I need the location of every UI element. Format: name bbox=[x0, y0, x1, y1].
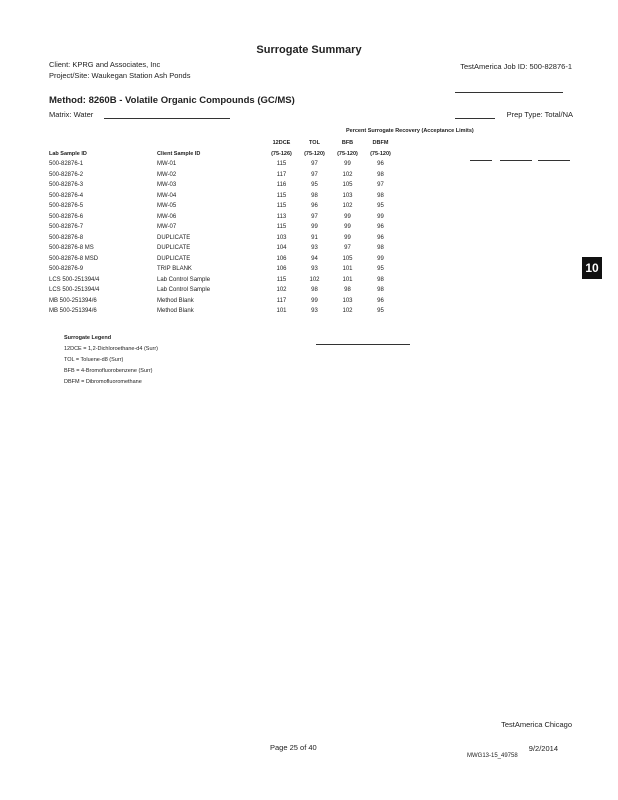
header-row-codes bbox=[49, 138, 397, 149]
table-row bbox=[49, 233, 397, 244]
rule-line bbox=[500, 160, 532, 161]
col-code: 12DCE bbox=[272, 140, 291, 147]
recovery-value: 99 bbox=[377, 255, 384, 262]
client-sample-id: TRIP BLANK bbox=[157, 266, 192, 273]
recovery-value: 115 bbox=[276, 192, 287, 199]
recovery-value: 101 bbox=[276, 308, 287, 315]
lab-sample-id: 500-82876-6 bbox=[49, 213, 84, 220]
recovery-value: 102 bbox=[342, 203, 353, 210]
client-sample-id: MW-05 bbox=[157, 203, 177, 210]
col-limits: (75-120) bbox=[370, 150, 391, 157]
lab-sample-id: 500-82876-9 bbox=[49, 266, 84, 273]
job-id: TestAmerica Job ID: 500-82876-1 bbox=[460, 62, 572, 71]
matrix-label: Matrix: Water bbox=[49, 110, 94, 119]
table-row bbox=[49, 264, 397, 275]
table-row bbox=[49, 296, 397, 307]
recovery-value: 93 bbox=[311, 245, 318, 252]
recovery-value: 99 bbox=[344, 224, 351, 231]
recovery-value: 97 bbox=[311, 171, 318, 178]
project-line: Project/Site: Waukegan Station Ash Ponds bbox=[49, 71, 191, 80]
recovery-value: 115 bbox=[276, 276, 287, 283]
recovery-value: 97 bbox=[377, 182, 384, 189]
lab-sample-id: 500-82876-8 bbox=[49, 234, 84, 241]
lab-sample-id: 500-82876-5 bbox=[49, 203, 84, 210]
recovery-value: 97 bbox=[311, 213, 318, 220]
recovery-value: 96 bbox=[311, 203, 318, 210]
recovery-value: 102 bbox=[342, 308, 353, 315]
recovery-value: 91 bbox=[311, 234, 318, 241]
client-sample-id: MW-01 bbox=[157, 161, 177, 168]
table-row bbox=[49, 212, 397, 223]
recovery-value: 93 bbox=[311, 308, 318, 315]
recovery-value: 115 bbox=[276, 224, 287, 231]
col-limits: (75-126) bbox=[271, 150, 292, 157]
recovery-value: 98 bbox=[344, 287, 351, 294]
recovery-value: 96 bbox=[377, 297, 384, 304]
client-sample-id: MW-06 bbox=[157, 213, 177, 220]
recovery-value: 99 bbox=[311, 297, 318, 304]
recovery-value: 117 bbox=[276, 297, 287, 304]
method-title: Method: 8260B - Volatile Organic Compounds (GC/MS) bbox=[49, 95, 295, 106]
table-row bbox=[49, 306, 397, 317]
rule-line bbox=[316, 344, 410, 345]
recovery-value: 102 bbox=[342, 171, 353, 178]
lab-sample-id: 500-82876-7 bbox=[49, 224, 84, 231]
table-row bbox=[49, 254, 397, 265]
lab-sample-header: Lab Sample ID bbox=[49, 150, 87, 157]
recovery-value: 116 bbox=[276, 182, 287, 189]
recovery-value: 95 bbox=[377, 203, 384, 210]
recovery-group-header: Percent Surrogate Recovery (Acceptance Limits) bbox=[346, 128, 474, 134]
recovery-value: 101 bbox=[342, 276, 353, 283]
client-sample-id: DUPLICATE bbox=[157, 234, 191, 241]
col-code: BFB bbox=[341, 140, 354, 147]
legend-title: Surrogate Legend bbox=[64, 335, 112, 341]
recovery-value: 93 bbox=[311, 266, 318, 273]
recovery-value: 96 bbox=[377, 224, 384, 231]
recovery-value: 113 bbox=[276, 213, 287, 220]
recovery-value: 104 bbox=[276, 245, 287, 252]
recovery-value: 95 bbox=[377, 266, 384, 273]
table-row bbox=[49, 180, 397, 191]
recovery-value: 102 bbox=[276, 287, 287, 294]
prep-type: Prep Type: Total/NA bbox=[506, 110, 573, 119]
recovery-value: 99 bbox=[344, 161, 351, 168]
recovery-value: 96 bbox=[377, 234, 384, 241]
recovery-value: 96 bbox=[377, 161, 384, 168]
recovery-value: 106 bbox=[276, 255, 287, 262]
client-line: Client: KPRG and Associates, Inc bbox=[49, 60, 161, 69]
recovery-value: 99 bbox=[344, 234, 351, 241]
recovery-value: 95 bbox=[377, 308, 384, 315]
recovery-value: 102 bbox=[309, 276, 320, 283]
recovery-value: 98 bbox=[377, 245, 384, 252]
recovery-value: 98 bbox=[377, 276, 384, 283]
recovery-value: 103 bbox=[342, 297, 353, 304]
lab-sample-id: 500-82876-3 bbox=[49, 182, 84, 189]
recovery-value: 117 bbox=[276, 171, 287, 178]
table-row bbox=[49, 170, 397, 181]
table-row bbox=[49, 285, 397, 296]
table-row bbox=[49, 159, 397, 170]
lab-sample-id: 500-82876-8 MS bbox=[49, 245, 94, 252]
table-row bbox=[49, 275, 397, 286]
footer-date: 9/2/2014 bbox=[528, 744, 558, 753]
recovery-value: 99 bbox=[344, 213, 351, 220]
client-sample-id: Lab Control Sample bbox=[157, 276, 211, 283]
col-limits: (75-120) bbox=[304, 150, 325, 157]
rule-line bbox=[538, 160, 570, 161]
lab-sample-id: MB 500-251394/6 bbox=[49, 297, 97, 304]
legend-item: TOL = Toluene-d8 (Surr) bbox=[64, 357, 124, 363]
recovery-value: 94 bbox=[311, 255, 318, 262]
table-row bbox=[49, 201, 397, 212]
recovery-value: 98 bbox=[377, 287, 384, 294]
rule-line bbox=[455, 92, 563, 93]
recovery-value: 95 bbox=[311, 182, 318, 189]
recovery-value: 105 bbox=[342, 182, 353, 189]
recovery-value: 98 bbox=[377, 171, 384, 178]
client-sample-id: MW-02 bbox=[157, 171, 177, 178]
client-sample-header: Client Sample ID bbox=[157, 150, 201, 157]
lab-sample-id: LCS 500-251394/4 bbox=[49, 276, 100, 283]
client-sample-id: DUPLICATE bbox=[157, 255, 191, 262]
matrix-rule bbox=[104, 118, 230, 119]
lab-sample-id: 500-82876-4 bbox=[49, 192, 84, 199]
recovery-value: 97 bbox=[344, 245, 351, 252]
client-sample-id: Method Blank bbox=[157, 297, 194, 304]
lab-sample-id: 500-82876-2 bbox=[49, 171, 84, 178]
client-sample-id: MW-04 bbox=[157, 192, 177, 199]
recovery-value: 98 bbox=[377, 192, 384, 199]
recovery-value: 99 bbox=[377, 213, 384, 220]
lab-sample-id: LCS 500-251394/4 bbox=[49, 287, 100, 294]
prep-rule bbox=[455, 118, 495, 119]
col-limits: (75-120) bbox=[337, 150, 358, 157]
page-title: Surrogate Summary bbox=[256, 44, 362, 56]
table-row bbox=[49, 222, 397, 233]
recovery-value: 103 bbox=[276, 234, 287, 241]
client-sample-id: DUPLICATE bbox=[157, 245, 191, 252]
recovery-value: 99 bbox=[311, 224, 318, 231]
recovery-value: 98 bbox=[311, 192, 318, 199]
legend-item: BFB = 4-Bromofluorobenzene (Surr) bbox=[64, 368, 153, 374]
rule-line bbox=[470, 160, 492, 161]
recovery-value: 106 bbox=[276, 266, 287, 273]
table-row bbox=[49, 243, 397, 254]
recovery-value: 115 bbox=[276, 203, 287, 210]
client-sample-id: Lab Control Sample bbox=[157, 287, 211, 294]
recovery-value: 97 bbox=[311, 161, 318, 168]
section-tab: 10 bbox=[582, 257, 602, 279]
col-code: TOL bbox=[309, 140, 320, 147]
recovery-value: 101 bbox=[342, 266, 353, 273]
client-sample-id: MW-07 bbox=[157, 224, 177, 231]
footer-lab: TestAmerica Chicago bbox=[501, 720, 572, 729]
footer-page: Page 25 of 40 bbox=[270, 743, 317, 752]
client-sample-id: Method Blank bbox=[157, 308, 194, 315]
legend-item: 12DCE = 1,2-Dichloroethane-d4 (Surr) bbox=[64, 346, 159, 352]
recovery-value: 103 bbox=[342, 192, 353, 199]
recovery-value: 98 bbox=[311, 287, 318, 294]
col-code: DBFM bbox=[372, 140, 389, 147]
surrogate-table bbox=[49, 138, 397, 317]
recovery-value: 115 bbox=[276, 161, 287, 168]
client-sample-id: MW-03 bbox=[157, 182, 177, 189]
lab-sample-id: MB 500-251394/6 bbox=[49, 308, 97, 315]
recovery-value: 105 bbox=[342, 255, 353, 262]
header-row-limits bbox=[49, 149, 397, 160]
lab-sample-id: 500-82876-8 MSD bbox=[49, 255, 99, 262]
legend-item: DBFM = Dibromofluoromethane bbox=[64, 379, 142, 385]
table-row bbox=[49, 191, 397, 202]
lab-sample-id: 500-82876-1 bbox=[49, 161, 84, 168]
footer-code: MWG13-15_49758 bbox=[467, 753, 518, 759]
